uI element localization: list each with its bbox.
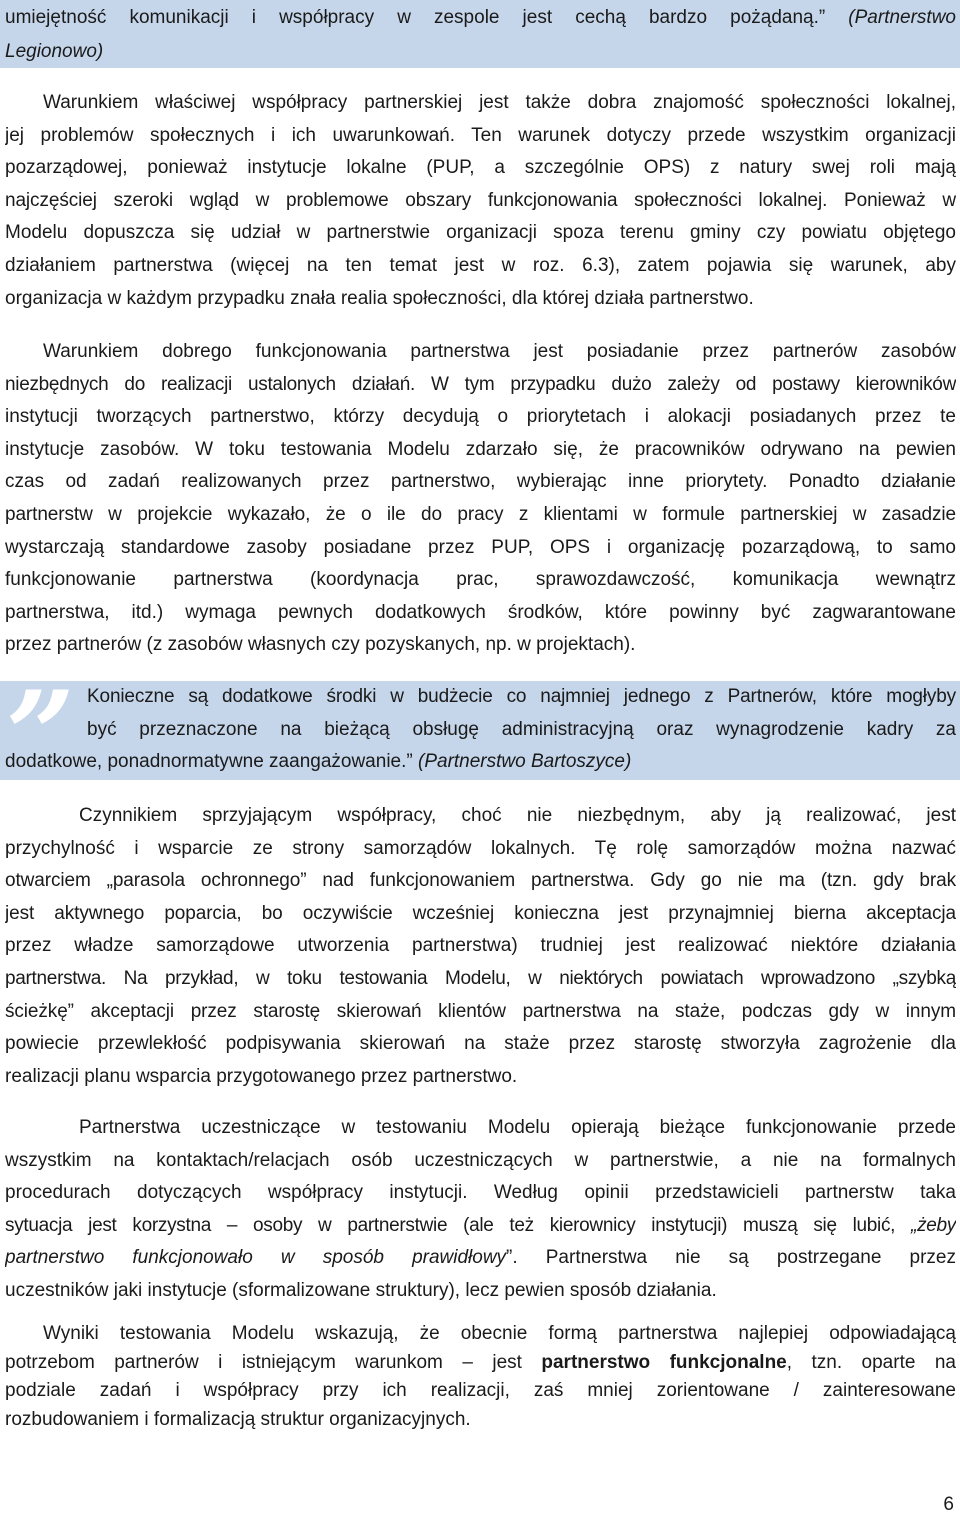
text-line: wszystkim na kontaktach/relacjach osób uczestniczących w partnerstwie, a nie na formalnych [5,1149,956,1171]
text-line: partnerstw w projekcie wykazało, że o ile do pracy z klientami w formule partnerskiej w zasadzie [5,503,956,525]
text-line: partnerstwa. Na przykład, w toku testowania Modelu, w niektórych powiatach wprowadzono „szybką [5,967,956,989]
text-line: powiecie przewlekłość podpisywania skierowań na staże przez starostę stworzyła zagrożenie dla [5,1033,956,1055]
paragraph-local-government [5,800,956,1093]
text-line: najczęściej szeroki wgląd w problemowe obszary funkcjonowania społeczności lokalnej. Ponieważ w [5,189,956,211]
text-line: otwarciem „parasola ochronnego” nad funkcjonowaniem partnerstwa. Gdy go nie ma (tzn. gdy brak [5,870,956,892]
quote-line: umiejętność komunikacji i współpracy w zespole jest cechą bardzo pożądaną.” (Partnerstwo [5,7,956,28]
text-line: Czynnikiem sprzyjającym współpracy, choć nie niezbędnym, aby ją realizować, jest [79,805,956,826]
text-line: Wyniki testowania Modelu wskazują, że obecnie formą partnerstwa najlepiej odpowiadającą [43,1323,956,1344]
text-line: jest aktywnego poparcia, bo oczywiście wcześniej konieczna jest przynajmniej bierna akceptacja [5,902,956,924]
text-line: uczestników jaki instytucje (sformalizowane struktury), lecz pewien sposób działania. [5,1279,717,1301]
text-line: rozbudowaniem i formalizacją struktur organizacyjnych. [5,1408,471,1430]
text-line: przychylność i wsparcie ze strony samorządów lokalnych. Tę rolę samorządów można nazwać [5,837,956,859]
text-line: sytuacja jest korzystna – osoby w partnerstwie (ale też kierownicy instytucji) muszą się lubić, „żeby [5,1214,956,1236]
text-line: działaniem partnerstwa (więcej na ten temat jest w roz. 6.3), zatem pojawia się warunek, aby [5,254,956,276]
text-line: pozarządowej, ponieważ instytucje lokalne (PUP, a szczególnie OPS) z natury swej roli mają [5,157,956,179]
text-line: partnerstwo funkcjonowało w sposób prawidłowy”. Partnerstwa nie są postrzegane przez [5,1247,956,1269]
text-line: Warunkiem właściwej współpracy partnerskiej jest także dobra znajomość społeczności lokalnej, [43,92,956,113]
paragraph-local-community [5,87,956,315]
paragraph-resources [5,336,956,662]
text-line: instytucje zasobów. W toku testowania Modelu zdarzało się, że pracowników odrywano na pewien [5,438,956,460]
quote-line: być przeznaczone na bieżącą obsługę administracyjną oraz wynagrodzenie kadry za [87,718,956,740]
quote-line: dodatkowe, ponadnormatywne zaangażowanie.” (Partnerstwo Bartoszyce) [5,751,632,772]
page-number: 6 [943,1494,954,1515]
text-line: procedurach dotyczących współpracy instytucji. Według opinii przedstawicieli partnerstw taka [5,1182,956,1204]
text-line: potrzebom partnerów i istniejącym warunkom – jest partnerstwo funkcjonalne, tzn. oparte na [5,1351,956,1373]
text-line: funkcjonowanie partnerstwa (koordynacja prac, sprawozdawczość, komunikacja wewnątrz [5,569,956,591]
text-line: jej problemów społecznych i ich uwarunkowań. Ten warunek dotyczy przede wszystkim organizacji [5,124,956,146]
text-line: podziale zadań i współpracy przy ich realizacji, zaś mniej zorientowane / zainteresowane [5,1380,956,1401]
text-line: Modelu dopuszcza się udział w partnerstwie organizacji spoza terenu gminy czy powiatu objętego [5,222,956,244]
text-line: Warunkiem dobrego funkcjonowania partnerstwa jest posiadanie przez partnerów zasobów [43,341,956,362]
quote-line: Legionowo) [5,41,104,62]
text-line: instytucji tworzących partnerstwo, którzy decydują o priorytetach i alokacji posiadanych przez te [5,406,956,428]
quotation-mark-icon: ” [6,665,76,806]
text-line: przez partnerów (z zasobów własnych czy pozyskanych, np. w projektach). [5,634,636,656]
text-line: niezbędnych do realizacji ustalonych działań. W tym przypadku dużo zależy od postawy kierowników [5,373,956,395]
quote-block-bartoszyce [0,681,960,780]
text-line: Partnerstwa uczestniczące w testowaniu Modelu opierają bieżące funkcjonowanie przede [79,1117,956,1138]
text-line: organizacja w każdym przypadku znała realia społeczności, dla której działa partnerstwo. [5,287,754,309]
paragraph-functional-partnership [5,1320,956,1434]
text-line: przez władze samorządowe utworzenia partnerstwa) trudniej jest realizować niektóre działania [5,935,956,957]
quote-block-legionowo [0,0,960,68]
text-line: realizacji planu wsparcia przygotowanego przez partnerstwo. [5,1065,518,1087]
text-line: czas od zadań realizowanych przez partnerstwo, wybierając inne priorytety. Ponadto działanie [5,471,956,493]
text-line: partnerstwa, itd.) wymaga pewnych dodatkowych środków, które powinny być zagwarantowane [5,601,956,623]
paragraph-relations [5,1112,956,1308]
text-line: wystarczają standardowe zasoby posiadane przez PUP, OPS i organizację pozarządową, to samo [5,536,956,558]
text-line: ścieżkę” akceptacji przez starostę skierowań klientów partnerstwa na staże, podczas gdy w innym [5,1000,956,1022]
quote-line: Konieczne są dodatkowe środki w budżecie co najmniej jednego z Partnerów, które mogłyby [87,686,956,707]
